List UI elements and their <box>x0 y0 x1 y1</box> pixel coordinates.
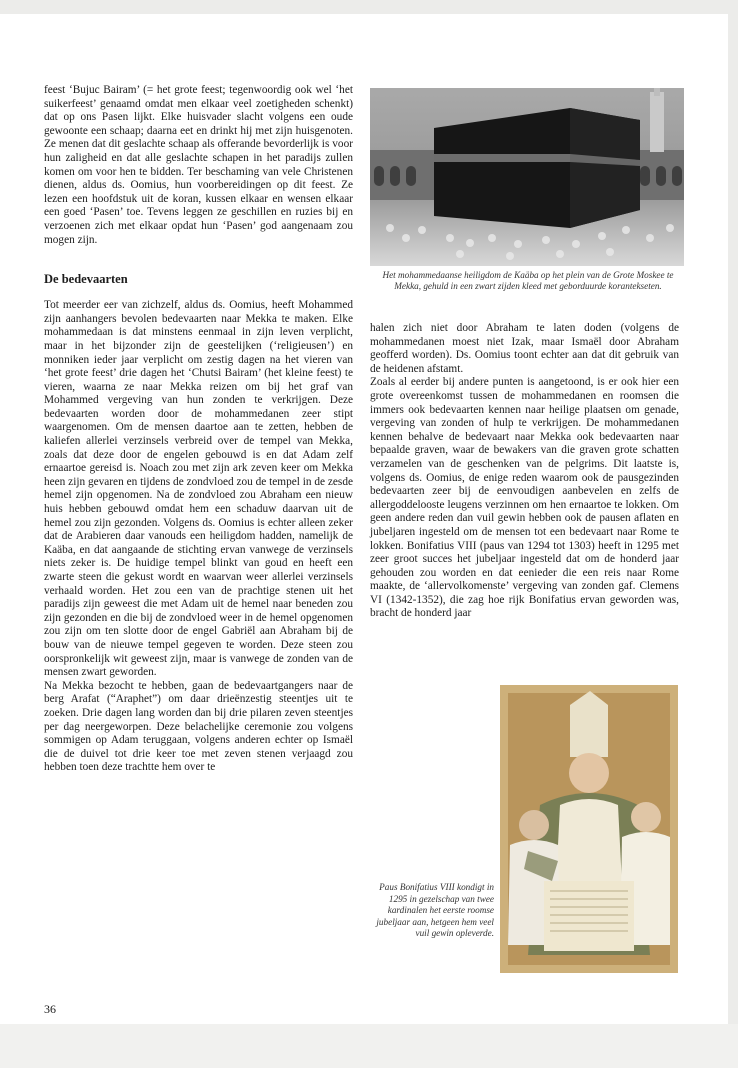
pilgrimage-paragraph-2: Na Mekka bezocht te hebben, gaan de bedevaartgangers naar de berg Arafat (“Araphet”) om daar drieënzestig steentjes uit te zoeken. Drie dagen lang worden dan bij drie pilaren zeven steentjes per dag neergeworpen. Deze belachelijke ceremonie zou volgens sommigen op Adam teruggaan, volgens anderen echter op Ismaël die de duivel tot drie keer toe met zeven stenen verjaagd zou hebben toen deze trachtte hem over te <box>44 679 353 774</box>
intro-paragraph: feest ‘Bujuc Bairam’ (= het grote feest; tegenwoordig ook wel ‘het suikerfeest’ genaamd omdat men elkaar veel zoetigheden schenkt) dat op ons Pasen lijkt. Elke huisvader slacht volgens een oude gewoonte een schaap; daarna eet en drinkt hij met zijn huisgenoten. Ze menen dat dit geslachte schaap als offerande bevorderlijk is voor hun zaligheid en dat alle geslachte schapen in het paradijs zullen komen om voor hen te bidden. Ter beschaming van vele Christenen dienen, aldus ds. Oomius, hun voorbereidingen op dit feest. Ze lezen een hoofdstuk uit de koran, kussen elkaar en wensen elkaar een goed ‘Pasen’ toe. Tevens leggen ze geschillen en ruzies bij en verzoenen zich met elkaar opdat hun ‘Pasen’ god aangenaam zou mogen zijn. <box>44 84 353 246</box>
kaaba-photo <box>370 88 684 266</box>
right-column <box>370 322 679 621</box>
left-column <box>44 84 353 775</box>
kaaba-caption: Het mohammedaanse heiligdom de Kaäba op het plein van de Grote Moskee te Mekka, gehuld in een zwart zijden kleed met geborduurde korantekseten. <box>382 270 674 292</box>
pope-painting <box>500 685 678 973</box>
section-heading: De bedevaarten <box>44 272 128 287</box>
kaaba-illustration <box>370 88 684 266</box>
pope-illustration <box>500 685 678 973</box>
right-paragraph-1: halen zich niet door Abraham te laten doden (volgens de mohammedanen moest niet Izak, maar Ismaël door Abraham geofferd worden). Ds. Oomius toont echter aan dat dit gebruik van de heidenen afstamt. <box>370 322 679 375</box>
pope-caption: Paus Bonifatius VIII kondigt in 1295 in gezelschap van twee kardinalen het eerste roomse jubeljaar aan, hetgeen hem veel vuil gewin opleverde. <box>376 882 494 939</box>
right-paragraph-2: Zoals al eerder bij andere punten is aangetoond, is er ook hier een grote overeenkomst tussen de mohammedanen en roomsen die immers ook bedevaarten kennen naar heilige plaatsen om genade, vergeving van zonden of hulp te verkrijgen. De mohammedanen kennen behalve de bedevaart naar Mekka ook bedevaarten naar bepaalde graven, waar de bewakers van die graven grote schatten verzamelen van de geschenken van de pelgrims. Dit laatste is, volgens ds. Oomius, de enige reden waarom ook de pausgezinden bedevaarten zeer bij de eenvoudigen aanbevelen en zelfs de allergoddelooste leugens verzinnen om hen ernaartoe te lokken. Om geen andere reden dan vuil gewin hebben ook de pausen aflaten en jubeljaren ingesteld om de mensen tot een bedevaart naar Rome te lokken. Bonifatius VIII (paus van 1294 tot 1303) heeft in 1295 met zeer groot succes het jubeljaar ingesteld dat om de honderd jaar gehouden zou worden en dat eenieder die een reis naar Rome maakte, de ‘allervolkomenste’ vergeving van zonden gaf. Clemens VI (1342-1352), die zag hoe rijk Bonifatius ervan geworden was, bracht de honderd jaar <box>370 376 679 620</box>
pilgrimage-paragraph-1: Tot meerder eer van zichzelf, aldus ds. Oomius, heeft Mohammed zijn aanhangers bevolen bedevaarten naar Mekka te maken. Elke mohammedaan is dat minstens eenmaal in zijn leven verplicht, maar in het bijzonder zijn de geestelijken (‘religieusen’) en monniken ieder jaar verplicht om zestig dagen na het vieren van ‘het grote feest’ drie dagen het ‘Chutsi Bairam’ (het kleine feest) te vieren, waarna ze naar Mekka reizen om bij het graf van Mohammed vergeving van hun zonden te verkrijgen. Deze bedevaarten worden door de mohammedanen zeer stipt waargenomen. Om de mensen daartoe aan te zetten, hebben de kaliefen allerlei verzinsels verbreid over de tempel van Mekka, zoals dat deze door de engelen gebouwd is en dat Adam zelf ernaartoe gereisd is. Noach zou met zijn ark zeven keer om Mekka heen zijn gevaren en tijdens de zondvloed zou de tempel in de zesde hemel zijn opgenomen. Na de zondvloed zou Abraham een nieuw huis hebben gebouwd omdat hem een schaduw daarvan uit de hemel zou zijn gezonden. Volgens ds. Oomius is echter alleen zeker dat de Arabieren daar vanouds een heiligdom hadden, namelijk de Kaäba, en dat aangaande de stichting ervan vanwege de verzinsels niets zeker is. De huidige tempel blinkt van goud en heeft een zwarte steen die gekust wordt en waarvan weer allerlei verzinsels verhaald worden. Het zou een van de prachtige stenen uit het paradijs zijn geweest die met Adam uit de hemel naar beneden zou zijn gezonden en die bij de zondvloed weer in de hemel opgenomen zou zijn om ten slotte door de engel Gabriël aan Abraham bij de bouw van de nieuwe tempel gegeven te worden. Deze steen zou oorspronkelijk wit geweest zijn, maar is vanwege de zonden van de mensen zwart geworden. <box>44 299 353 679</box>
page-number: 36 <box>44 1002 56 1016</box>
scan-top-edge <box>0 0 738 14</box>
scan-right-edge <box>728 0 738 1068</box>
scan-bottom-edge <box>0 1024 738 1068</box>
